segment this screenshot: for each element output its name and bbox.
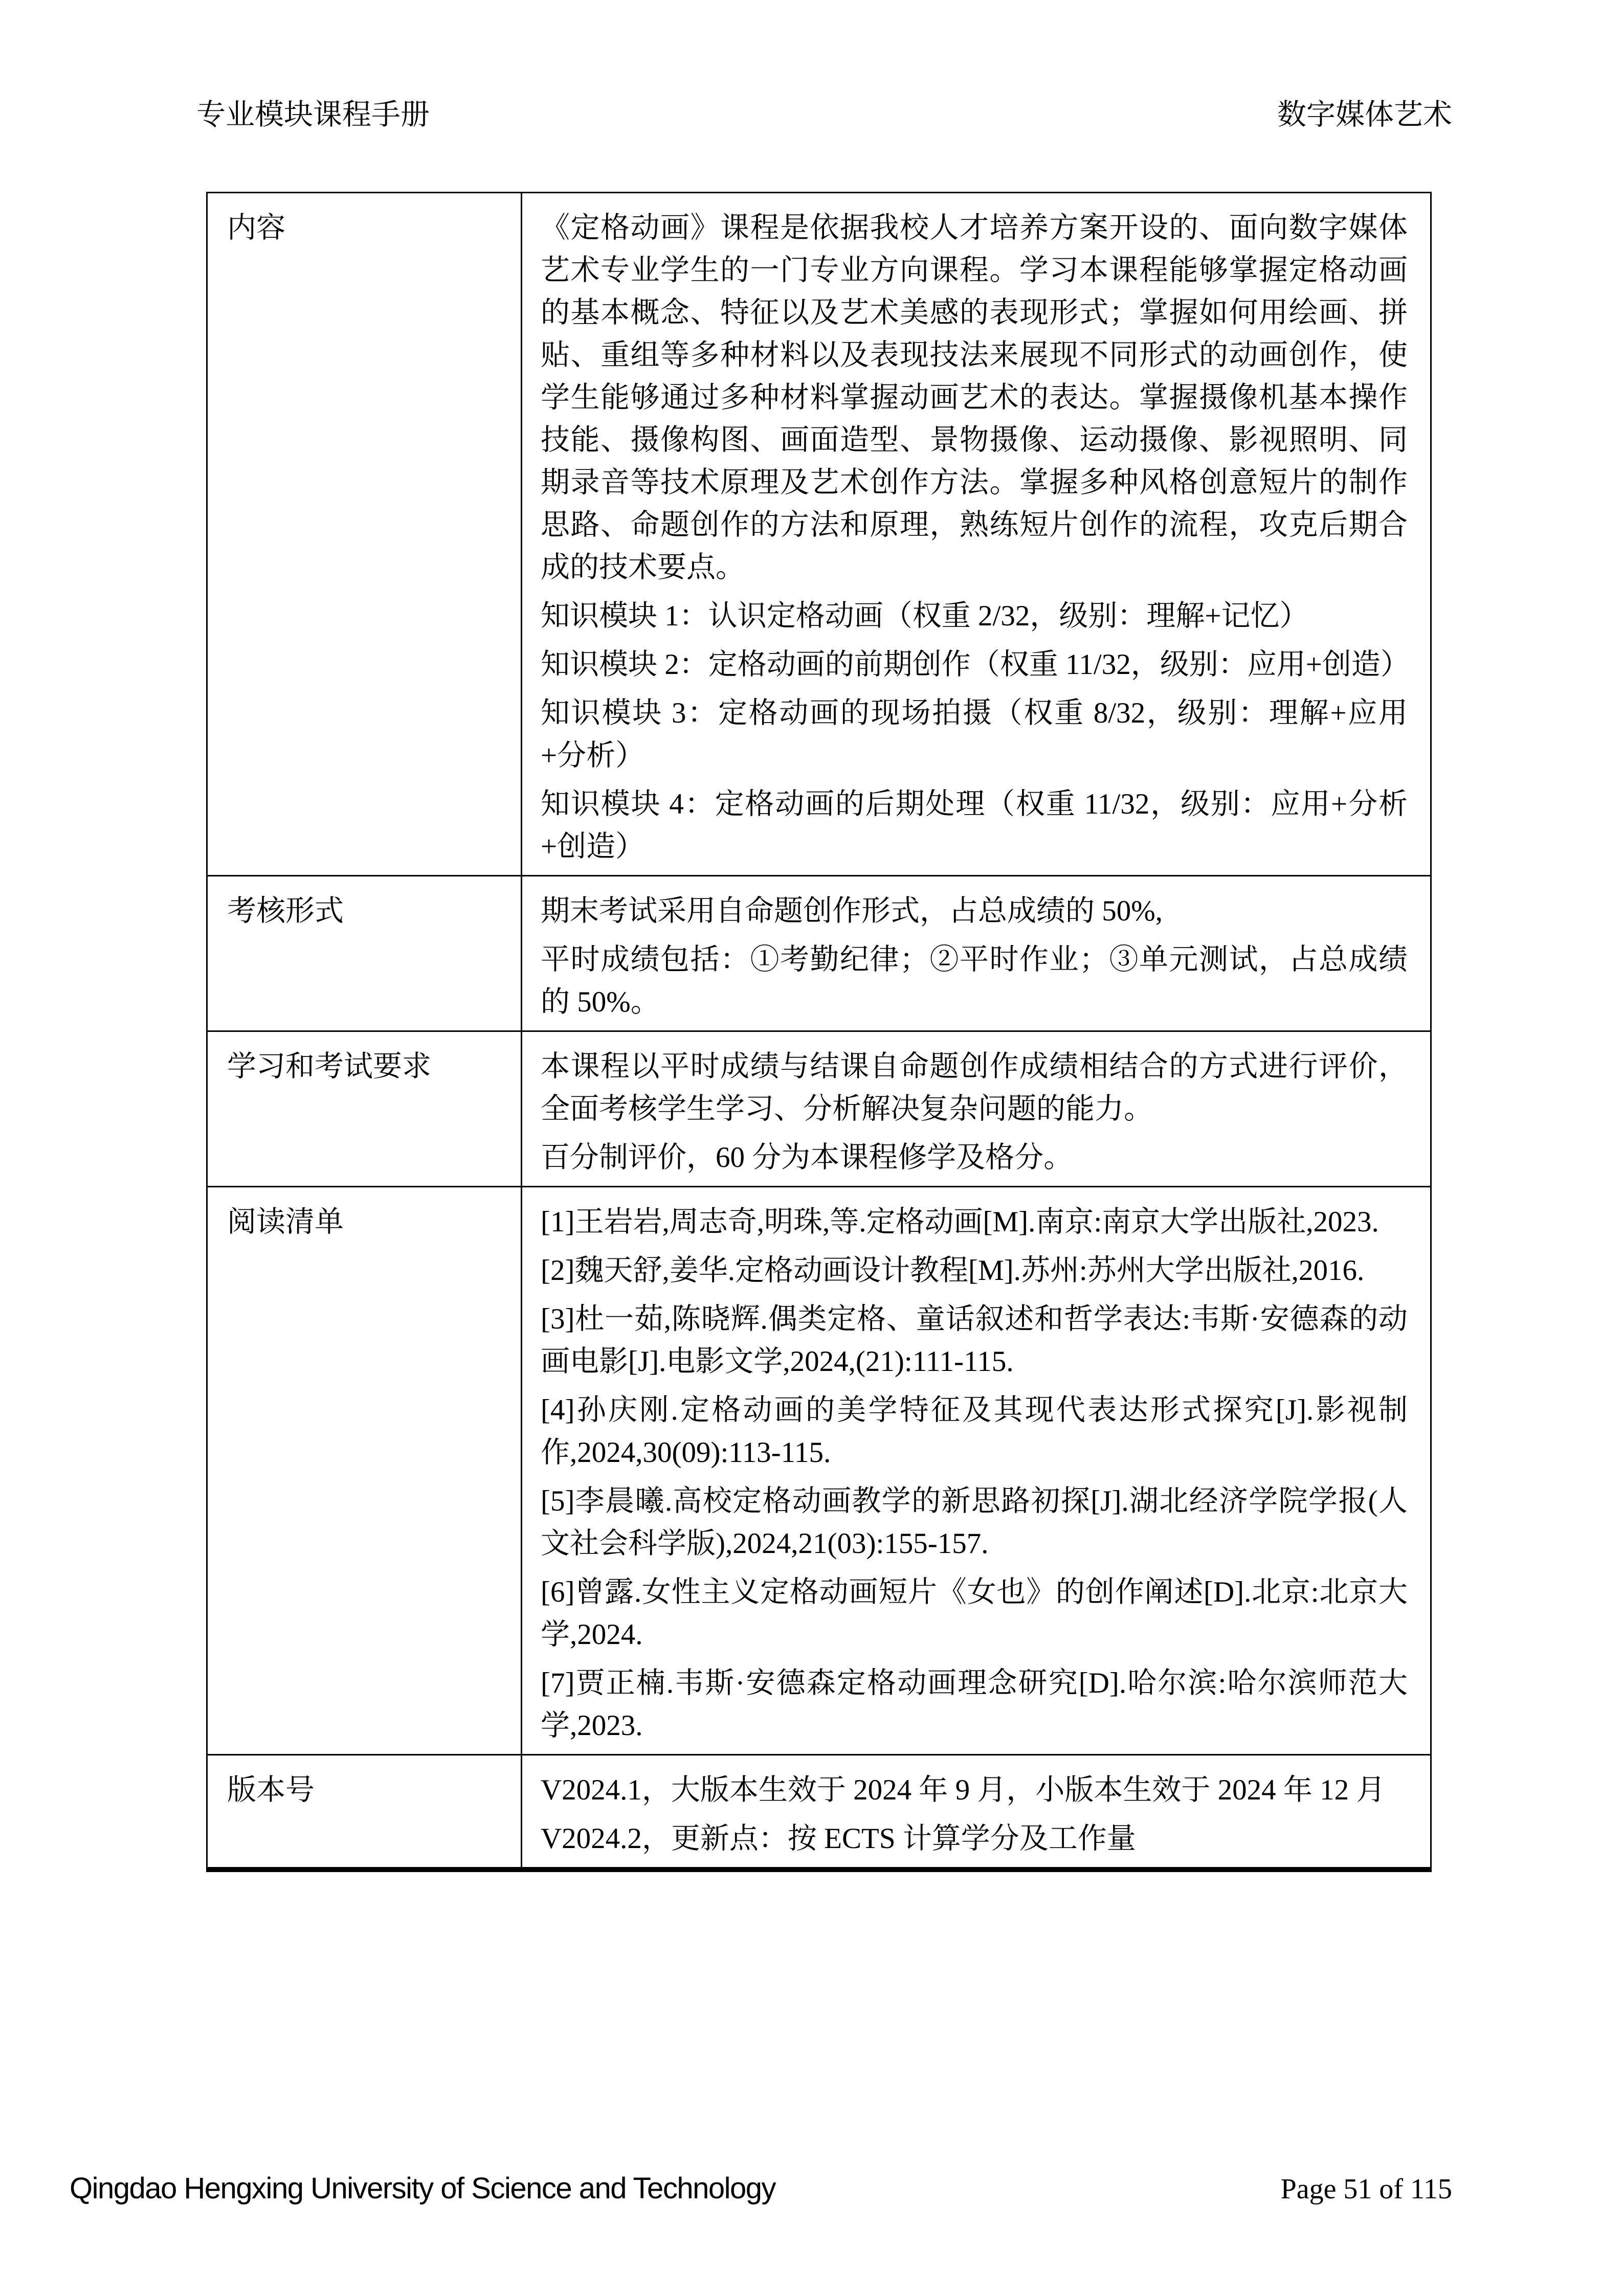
knowledge-module-1: 知识模块 1：认识定格动画（权重 2/32，级别：理解+记忆） [541,600,1309,632]
knowledge-module-4: 知识模块 4：定格动画的后期处理（权重 11/32，级别：应用+分析+创造） [541,788,1408,863]
row-value-requirements [522,1032,1430,1186]
reading-list-item-7: [7]贾正楠.韦斯·安德森定格动画理念研究[D].哈尔滨:哈尔滨师范大学,2023. [541,1667,1408,1742]
reading-list-item-6: [6]曾露.女性主义定格动画短片《女也》的创作阐述[D].北京:北京大学,2024. [541,1576,1408,1651]
row-label-assessment [208,876,522,1030]
row-label-content [208,193,522,875]
reading-list-item-4: [4]孙庆刚.定格动画的美学特征及其现代表达形式探究[J].影视制作,2024,30(09):113-115. [541,1394,1408,1469]
row-label-text: 学习和考试要求 [227,1050,431,1083]
footer-university-name: Qingdao Hengxing University of Science and Technology [70,2172,775,2205]
row-label-reading-list [208,1187,522,1754]
version-line-2: V2024.2，更新点：按 ECTS 计算学分及工作量 [541,1822,1136,1855]
header-handbook-title: 专业模块课程手册 [196,99,430,131]
reading-list-item-1: [1]王岩岩,周志奇,明珠,等.定格动画[M].南京:南京大学出版社,2023. [541,1206,1379,1238]
row-label-version [208,1755,522,1867]
assessment-final-exam: 期末考试采用自命题创作形式，占总成绩的 50%, [541,895,1163,927]
reading-list-item-2: [2]魏天舒,姜华.定格动画设计教程[M].苏州:苏州大学出版社,2016. [541,1254,1365,1287]
knowledge-module-2: 知识模块 2：定格动画的前期创作（权重 11/32，级别：应用+创造） [541,648,1410,681]
requirements-evaluation: 本课程以平时成绩与结课自命题创作成绩相结合的方式进行评价，全面考核学生学习、分析解决复杂问题的能力。 [541,1050,1408,1125]
row-value-version [522,1755,1430,1867]
footer-page-indicator: Page 51 of 115 [1280,2173,1452,2205]
row-value-assessment [522,876,1430,1030]
page-header [196,98,1452,132]
version-line-1: V2024.1，大版本生效于 2024 年 9 月，小版本生效于 2024 年 12 月 [541,1774,1386,1806]
assessment-regular-grade: 平时成绩包括：①考勤纪律；②平时作业；③单元测试，占总成绩的 50%。 [541,943,1408,1018]
header-program-name: 数字媒体艺术 [1277,99,1452,131]
reading-list-item-3: [3]杜一茹,陈晓辉.偶类定格、童话叙述和哲学表达:韦斯·安德森的动画电影[J].电影文学,2024,(21):111-115. [541,1303,1408,1378]
table-row-reading-list [208,1186,1430,1754]
course-description: 《定格动画》课程是依据我校人才培养方案开设的、面向数字媒体艺术专业学生的一门专业方向课程。学习本课程能够掌握定格动画的基本概念、特征以及艺术美感的表现形式；掌握如何用绘画、拼贴、重组等多种材料以及表现技法来展现不同形式的动画创作，使学生能够通过多种材料掌握动画艺术的表达。掌握摄像机基本操作技能、摄像构图、画面造型、景物摄像、运动摄像、影视照明、同期录音等技术原理及艺术创作方法。掌握多种风格创意短片的制作思路、命题创作的方法和原理，熟练短片创作的流程，攻克后期合成的技术要点。 [541,212,1408,583]
requirements-passing-score: 百分制评价，60 分为本课程修学及格分。 [541,1141,1073,1174]
table-row-assessment [208,875,1430,1030]
table-row-version [208,1754,1430,1867]
course-info-table [206,192,1432,1872]
table-row-content [208,193,1430,875]
row-value-content [522,193,1430,875]
page-footer [70,2171,1452,2205]
row-label-requirements [208,1032,522,1186]
row-label-text: 阅读清单 [227,1206,344,1238]
table-row-requirements [208,1030,1430,1186]
knowledge-module-3: 知识模块 3：定格动画的现场拍摄（权重 8/32，级别：理解+应用+分析） [541,697,1408,772]
row-value-reading-list [522,1187,1430,1754]
row-label-text: 版本号 [227,1774,315,1806]
row-label-text: 内容 [227,212,285,244]
row-label-text: 考核形式 [227,895,344,927]
reading-list-item-5: [5]李晨曦.高校定格动画教学的新思路初探[J].湖北经济学院学报(人文社会科学版),2024,21(03):155-157. [541,1485,1408,1560]
